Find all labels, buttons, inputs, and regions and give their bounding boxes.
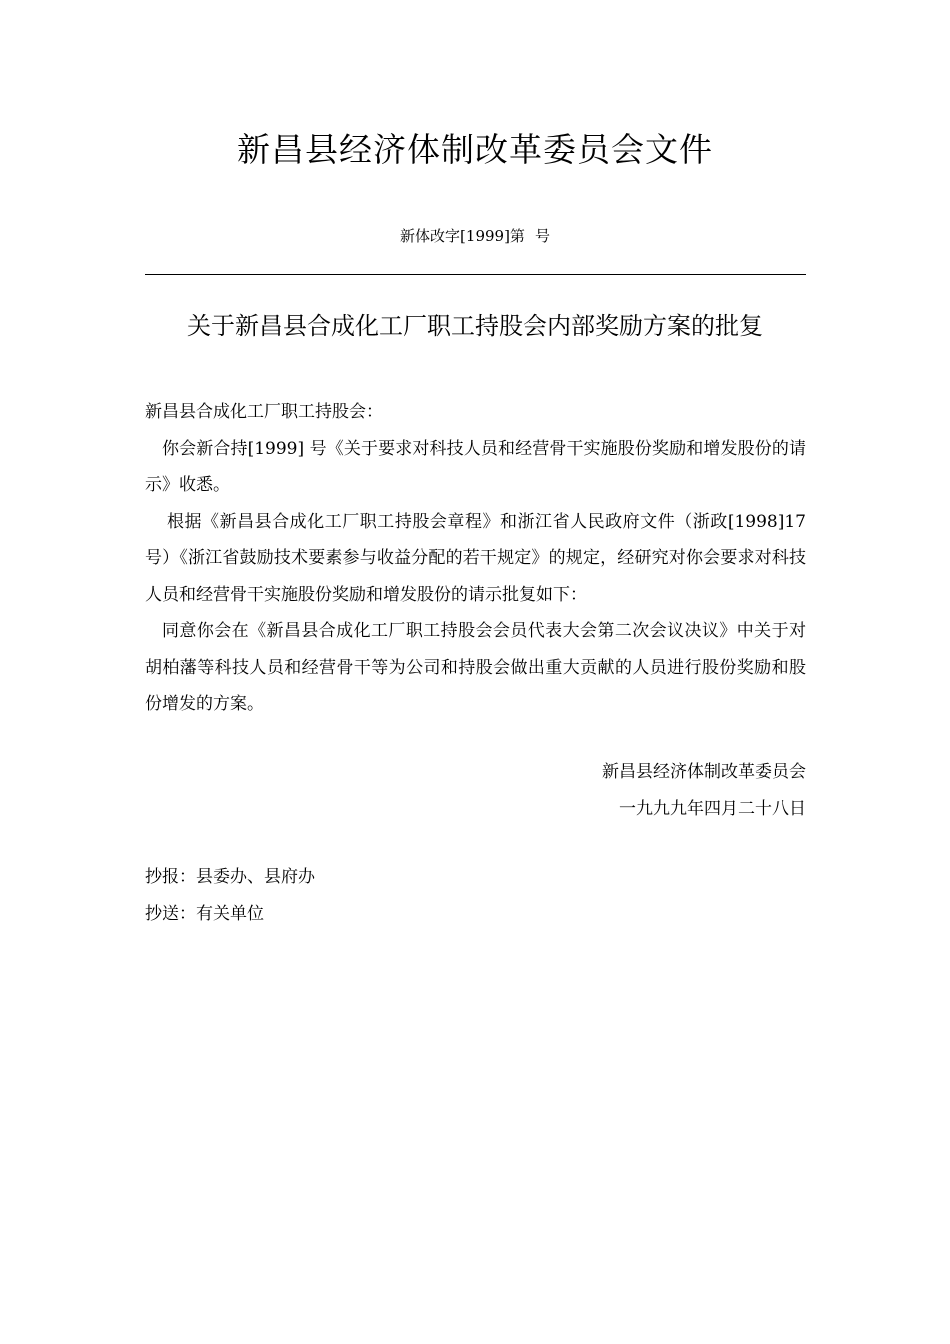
body-paragraph: 同意你会在《新昌县合成化工厂职工持股会会员代表大会第二次会议决议》中关于对胡柏藩等科技人员和经营骨干等为公司和持股会做出重大贡献的人员进行股份奖励和股份增发的方案。 <box>145 621 806 714</box>
report-to-value: 县委办、县府办 <box>196 867 315 887</box>
body-paragraph: 你会新合持[1999] 号《关于要求对科技人员和经营骨干实施股份奖励和增发股份的请示》收悉。 <box>145 438 806 495</box>
report-to-row <box>145 859 806 896</box>
document-number-prefix: 新体改字[1999]第 <box>400 227 525 245</box>
document-header: 新昌县经济体制改革委员会文件 <box>237 130 713 169</box>
report-to-label: 抄报： <box>145 867 196 887</box>
document-body <box>145 394 806 723</box>
header-divider <box>145 274 806 275</box>
issuer-name: 新昌县经济体制改革委员会 <box>602 762 806 782</box>
document-number <box>0 224 950 248</box>
signature-block <box>145 754 806 827</box>
send-to-row <box>145 896 806 933</box>
document-number-suffix: 号 <box>534 227 550 245</box>
addressee: 新昌县合成化工厂职工持股会： <box>145 402 383 422</box>
document-title: 关于新昌县合成化工厂职工持股会内部奖励方案的批复 <box>187 312 763 340</box>
distribution-block <box>145 859 806 932</box>
body-paragraph: 根据《新昌县合成化工厂职工持股会章程》和浙江省人民政府文件（浙政[1998]17号）《浙江省鼓励技术要素参与收益分配的若干规定》的规定，经研究对你会要求对科技人员和经营骨干实施股份奖励和增发股份的请示批复如下： <box>145 511 806 605</box>
send-to-label: 抄送： <box>145 903 196 924</box>
issue-date: 一九九九年四月二十八日 <box>619 798 806 819</box>
send-to-value: 有关单位 <box>196 903 264 924</box>
